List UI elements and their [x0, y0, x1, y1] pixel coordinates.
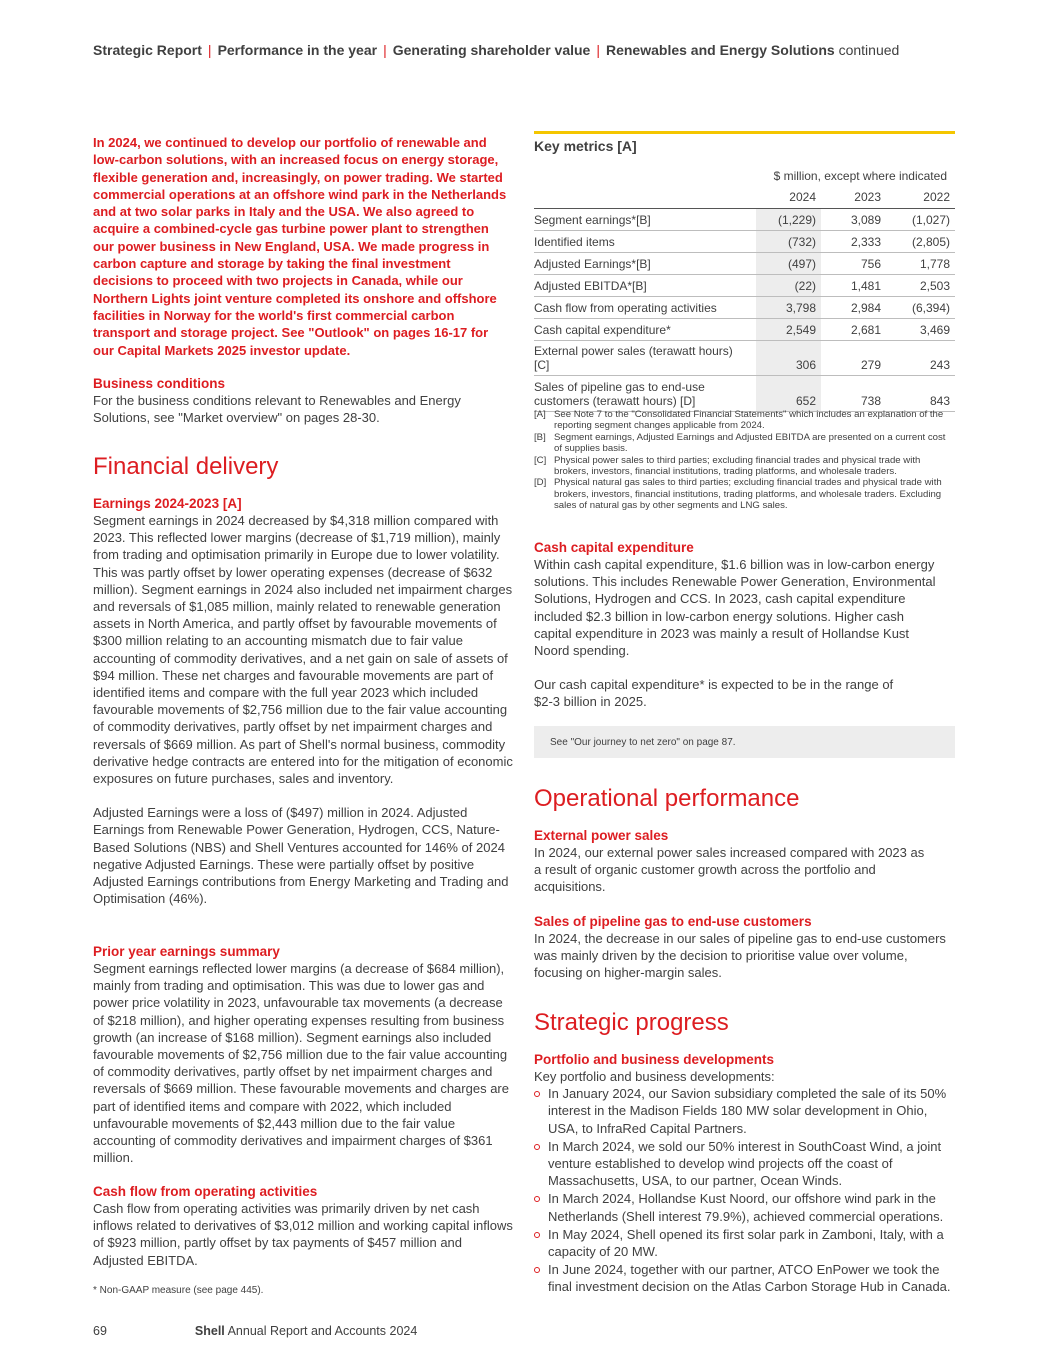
row-label: Sales of pipeline gas to end-use customers (terawatt hours) [D]: [534, 376, 756, 412]
prior-year-text: Segment earnings reflected lower margins (a decrease of $684 million), mainly from trading and optimisation. This was due to lower gas and power price volatility in 2023, unfavourable tax movements (a decrease of $218 million), and higher operating expenses resulting from business growth (an increase of $168 million). Segment earnings also included favourable movements of $2,756 million due to the fair value accounting of commodity derivatives, partly offset by net impairment charges and reversals of $669 million. These favourable movements and charges are part of identified items and compare with 2022, which included unfavourable movements of $2,443 million due to the fair value accounting of commodity derivatives and impairment charges of $361 million.: [93, 961, 509, 1166]
metrics-title: Key metrics [A]: [534, 138, 637, 154]
cell-value: 3,089: [821, 209, 886, 231]
list-item: In March 2024, Hollandse Kust Noord, our offshore wind park in the Netherlands (Shell interest 79.9%), achieved commercial operations.: [534, 1190, 956, 1224]
list-item: In March 2024, we sold our 50% interest in SouthCoast Wind, a joint venture established to develop wind projects off the coast of Massachusetts, USA, to our partner, Ocean Winds.: [534, 1138, 956, 1190]
portfolio-list: [534, 1085, 956, 1295]
crumb-separator: |: [383, 42, 387, 58]
report-name: Annual Report and Accounts 2024: [227, 1324, 418, 1338]
table-row: [534, 297, 955, 319]
external-power-title: External power sales: [534, 828, 669, 843]
business-conditions-title: Business conditions: [93, 376, 226, 391]
crumb-shareholder-value: Generating shareholder value: [392, 42, 591, 58]
cell-value: 2,503: [886, 275, 955, 297]
table-row: [534, 341, 955, 376]
table-header-row: [534, 187, 955, 209]
crumb-strategic-report: Strategic Report: [93, 42, 202, 58]
financial-delivery-heading: Financial delivery: [93, 453, 279, 480]
external-power-text: In 2024, our external power sales increased compared with 2023 as a result of organic customer growth across the portfolio and acquisitions.: [534, 845, 925, 895]
cell-value: 1,778: [886, 253, 955, 275]
page-footer: [93, 1324, 417, 1338]
table-row: [534, 376, 955, 412]
net-zero-note: [534, 726, 955, 758]
table-row: [534, 253, 955, 275]
metrics-footnotes: [534, 409, 954, 512]
crumb-renewables: Renewables and Energy Solutions: [605, 42, 835, 58]
row-label: Adjusted EBITDA*[B]: [534, 275, 756, 297]
year-header: 2023: [854, 190, 881, 204]
capex-title: Cash capital expenditure: [534, 540, 694, 555]
portfolio-intro: Key portfolio and business developments:: [534, 1069, 775, 1084]
cell-value: 243: [886, 341, 955, 376]
cell-value: 279: [821, 341, 886, 376]
cell-value: (2,805): [886, 231, 955, 253]
cell-value: (22): [756, 275, 821, 297]
capex-paragraph-2: Our cash capital expenditure* is expected to be in the range of $2-3 billion in 2025.: [534, 677, 894, 710]
row-label: External power sales (terawatt hours) [C]: [534, 341, 756, 376]
cell-value: 3,469: [886, 319, 955, 341]
metrics-footnote: [D] Physical natural gas sales to third parties; excluding financial trades and physical trade with brokers, investors, financial institutions, trading platforms, and wholesale traders. Excluding sales of natural gas by other segments and LNG sales.: [534, 477, 942, 512]
list-item: In June 2024, together with our partner, ATCO EnPower we took the final investment decision on the Atlas Carbon Storage Hub in Canada.: [534, 1261, 956, 1295]
cell-value: 306: [756, 341, 821, 376]
brand-name: Shell: [194, 1324, 225, 1338]
prior-year-title: Prior year earnings summary: [93, 944, 280, 959]
year-header: 2024: [789, 190, 816, 204]
earnings-title: Earnings 2024-2023 [A]: [93, 496, 242, 511]
year-header: 2022: [923, 190, 950, 204]
cell-value: 2,549: [756, 319, 821, 341]
capex-paragraph-1: Within cash capital expenditure, $1.6 billion was in low-carbon energy solutions. This includes Renewable Power Generation, Environmental Solutions, Hydrogen and CCS. In 2023, cash capital expenditure included $2.3 billion in low-carbon energy solutions. Higher cash capital expenditure in 2023 was mainly a result of Hollandse Kust Noord spending.: [534, 557, 936, 659]
cell-value: 756: [821, 253, 886, 275]
cell-value: 2,681: [821, 319, 886, 341]
cell-value: 738: [821, 376, 886, 412]
net-zero-note-text: See "Our journey to net zero" on page 87.: [550, 737, 736, 748]
table-row: [534, 209, 955, 231]
row-label: Identified items: [534, 231, 756, 253]
list-item: In January 2024, our Savion subsidiary completed the sale of its 50% interest in the Madison Fields 180 MW solar development in Ohio, USA, to InfraRed Capital Partners.: [534, 1085, 956, 1137]
cashflow-text: Cash flow from operating activities was primarily driven by net cash inflows related to derivatives of $3,012 million and working capital inflows of $923 million, partly offset by tax payments of $457 million and Adjusted EBITDA.: [93, 1201, 513, 1268]
metrics-top-rule: [534, 131, 955, 134]
metrics-footnote: [B] Segment earnings, Adjusted Earnings and Adjusted EBITDA are presented on a current cost of supplies basis.: [534, 431, 946, 455]
cell-value: 2,333: [821, 231, 886, 253]
key-metrics-table: [534, 187, 955, 412]
crumb-continued: continued: [838, 42, 900, 58]
metrics-unit: $ million, except where indicated: [773, 169, 947, 183]
row-label: Adjusted Earnings*[B]: [534, 253, 756, 275]
cell-value: (1,229): [756, 209, 821, 231]
business-conditions-text: For the business conditions relevant to Renewables and Energy Solutions, see "Market overview" on pages 28-30.: [93, 393, 461, 426]
portfolio-title: Portfolio and business developments: [534, 1052, 775, 1067]
table-row: [534, 231, 955, 253]
table-row: [534, 275, 955, 297]
table-row: [534, 319, 955, 341]
earnings-paragraph-2: Adjusted Earnings were a loss of ($497) million in 2024. Adjusted Earnings from Renewable Power Generation, Hydrogen, CCS, Nature-Based Solutions (NBS) and Shell Ventures accounted for 146% of 2024 negative Adjusted Earnings. These were partially offset by positive Adjusted Earnings contributions from Energy Marketing and Trading and Optimisation (46%).: [93, 805, 509, 907]
row-label: Cash capital expenditure*: [534, 319, 756, 341]
lead-paragraph: In 2024, we continued to develop our portfolio of renewable and low-carbon solutions, with an increased focus on energy storage, flexible generation and, increasingly, on power trading. We started commercial operations at an offshore wind park in the Netherlands and at two solar parks in Italy and the USA. We also agreed to acquire a combined-cycle gas turbine power plant to strengthen our power business in New England, USA. We made progress in carbon capture and storage by taking the final investment decisions to proceed with two projects in Canada, while our Northern Lights joint venture completed its onshore and offshore facilities in Norway for the world's first commercial carbon transport and storage project. See "Outlook" on pages 16-17 for our Capital Markets 2025 investor update.: [93, 135, 507, 358]
non-gaap-footnote: * Non-GAAP measure (see page 445).: [93, 1285, 264, 1296]
cell-value: 652: [756, 376, 821, 412]
cell-value: 2,984: [821, 297, 886, 319]
cell-value: (732): [756, 231, 821, 253]
cashflow-title: Cash flow from operating activities: [93, 1184, 318, 1199]
pipeline-gas-title: Sales of pipeline gas to end-use customers: [534, 914, 812, 929]
row-label: Cash flow from operating activities: [534, 297, 756, 319]
cell-value: (1,027): [886, 209, 955, 231]
cell-value: 1,481: [821, 275, 886, 297]
operational-performance-heading: Operational performance: [534, 785, 800, 812]
pipeline-gas-text: In 2024, the decrease in our sales of pipeline gas to end-use customers was mainly driven by the decision to prioritise value over volume, focusing on higher-margin sales.: [534, 931, 946, 981]
crumb-separator: |: [207, 42, 212, 58]
cell-value: (6,394): [886, 297, 955, 319]
row-label: Segment earnings*[B]: [534, 209, 756, 231]
list-item: In May 2024, Shell opened its first solar park in Zamboni, Italy, with a capacity of 20 MW.: [534, 1226, 956, 1260]
metrics-footnote: [C] Physical power sales to third parties; excluding financial trades and physical trade with brokers, investors, financial institutions, trading platforms, and wholesale traders.: [534, 454, 921, 478]
page-number: 69: [93, 1324, 107, 1338]
crumb-separator: |: [596, 42, 600, 58]
cell-value: 843: [886, 376, 955, 412]
breadcrumb: [93, 42, 993, 58]
crumb-performance: Performance in the year: [217, 42, 378, 58]
metrics-footnote: [A] See Note 7 to the "Consolidated Financial Statements" which includes an explanation of the reporting segment changes applicable from 2024.: [534, 409, 944, 432]
earnings-paragraph-1: Segment earnings in 2024 decreased by $4,318 million compared with 2023. This reflected lower margins (decrease of $1,719 million), mainly from trading and optimisation primarily in Europe due to lower volatility. This was partly offset by lower operating expenses (decrease of $632 million). Segment earnings in 2024 also included net impairment charges and reversals of $1,085 million, mainly related to renewable generation assets in North America, and partly offset by favourable movements of $300 million relating to an accounting mismatch due to fair value accounting of commodity derivatives, and a net gain on sale of assets of $94 million. These net charges and favourable movements are part of identified items and compare with the full year 2023 which included favourable movements of $2,756 million due to the fair value accounting of commodity derivatives, partly offset by net impairment charges and reversals of $669 million. As part of Shell's normal business, commodity derivative hedge contracts are entered into for the mitigation of economic exposures on future purchases, sales and inventory.: [93, 513, 513, 787]
cell-value: (497): [756, 253, 821, 275]
cell-value: 3,798: [756, 297, 821, 319]
strategic-progress-heading: Strategic progress: [534, 1009, 729, 1036]
